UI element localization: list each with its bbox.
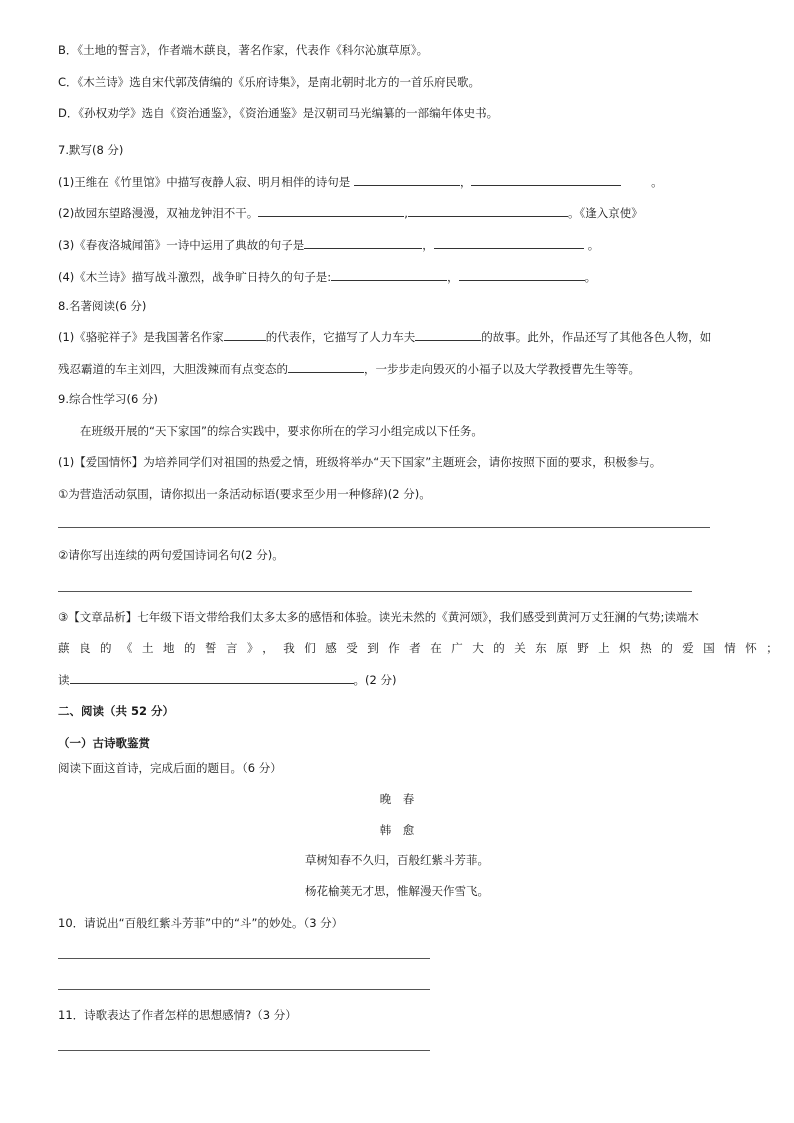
q7-l3-text: (3)《春夜洛城闻笛》一诗中运用了典故的句子是 [58, 238, 305, 252]
period: 。 [651, 175, 663, 189]
q7-l1-text: (1)王维在《竹里馆》中描写夜静人寂、明月相伴的诗句是 [58, 175, 351, 189]
q10-text: 10．请说出“百般红紫斗芳菲”中的“斗”的妙处。（3 分） [58, 916, 344, 930]
poem-author: 韩 愈 [379, 823, 415, 837]
q9-sub-3-line-2: 蕻良的《土地的誓言》，我们感受到作者在广大的关东原野上炽热的爱国情怀； [58, 641, 788, 655]
answer-blank[interactable] [434, 236, 584, 249]
poem-line-2: 杨花榆荚无才思，惟解漫天作雪飞。 [305, 884, 489, 898]
answer-blank[interactable] [70, 671, 354, 684]
answer-blank[interactable] [415, 328, 481, 341]
separator: ， [422, 238, 434, 252]
q6-option-c: C．《木兰诗》选自宋代郭茂倩编的《乐府诗集》，是南北朝时北方的一首乐府民歌。 [58, 75, 481, 89]
q8-l1-c: 的故事。此外，作品还写了其他各色人物，如 [481, 330, 712, 344]
q9-s3-end: 。(2 分) [353, 673, 397, 687]
q9-sub-2: ②请你写出连续的两句爱国诗词名句(2 分)。 [58, 548, 284, 562]
q9-intro: 在班级开展的“天下家国”的综合实践中，要求你所在的学习小组完成以下任务。 [80, 424, 483, 438]
section-2-title: 二、阅读（共 52 分） [58, 704, 175, 718]
answer-blank[interactable] [471, 173, 621, 186]
poem-line-1: 草树知春不久归，百般红紫斗芳菲。 [305, 853, 489, 867]
answer-blank[interactable] [224, 328, 266, 341]
answer-blank[interactable] [331, 268, 447, 281]
q7-line-3 [58, 236, 599, 253]
q9-part-1: (1)【爱国情怀】为培养同学们对祖国的热爱之情，班级将举办“天下国家”主题班会，请你按照下面的要求，积极参与。 [58, 455, 662, 469]
period: 。 [587, 238, 600, 252]
q7-line-1 [58, 173, 663, 190]
q8-title: 8.名著阅读(6 分) [58, 299, 147, 313]
q7-l4-text: (4)《木兰诗》描写战斗激烈，战争旷日持久的句子是: [58, 270, 332, 284]
answer-line[interactable] [58, 989, 430, 990]
q6-option-b: B．《土地的誓言》，作者端木蕻良，著名作家，代表作《科尔沁旗草原》。 [58, 43, 429, 57]
q8-line-2 [58, 360, 640, 377]
q9-sub-3-line-3 [58, 671, 396, 688]
answer-blank[interactable] [459, 268, 585, 281]
answer-line[interactable] [58, 1050, 430, 1051]
section-2-instruction: 阅读下面这首诗，完成后面的题目。（6 分） [58, 761, 282, 775]
q11-text: 11．诗歌表达了作者怎样的思想感情?（3 分） [58, 1008, 297, 1022]
answer-line[interactable] [58, 527, 710, 528]
period: 。 [584, 270, 597, 284]
q7-l2-source: 。《逢入京使》 [567, 206, 643, 220]
q8-line-1 [58, 328, 711, 345]
q7-title: 7.默写(8 分) [58, 143, 124, 157]
poem-title: 晚 春 [379, 792, 415, 806]
separator: , [404, 206, 408, 220]
answer-blank[interactable] [354, 173, 460, 186]
q8-l1-a: (1)《骆驼祥子》是我国著名作家 [58, 330, 224, 344]
separator: ， [459, 175, 472, 189]
q6-option-d: D．《孙权劝学》选自《资治通鉴》，《资治通鉴》是汉朝司马光编纂的一部编年体史书。 [58, 106, 499, 120]
q9-title: 9.综合性学习(6 分) [58, 392, 158, 406]
separator: ， [447, 270, 459, 284]
answer-blank[interactable] [258, 204, 404, 217]
q8-l2-a: 残忍霸道的车主刘四，大胆泼辣而有点变态的 [58, 362, 288, 376]
q9-sub-1: ①为营造活动氛围，请你拟出一条活动标语(要求至少用一种修辞)(2 分)。 [58, 487, 431, 501]
section-2-sub-1: （一）古诗歌鉴赏 [58, 736, 150, 750]
answer-line[interactable] [58, 958, 430, 959]
q7-line-2 [58, 204, 643, 221]
q9-s3-read: 读 [58, 673, 70, 687]
answer-blank[interactable] [288, 360, 364, 373]
q8-l1-b: 的代表作，它描写了人力车夫 [265, 330, 416, 344]
q9-sub-3-line-1: ③【文章品析】七年级下语文带给我们太多太多的感悟和体验。读光未然的《黄河颂》，我们感受到黄河万丈狂澜的气势;读端木 [58, 610, 699, 624]
answer-line[interactable] [58, 591, 692, 592]
q7-line-4 [58, 268, 596, 285]
q8-l2-b: ，一步步走向毁灭的小福子以及大学教授曹先生等等。 [364, 362, 640, 376]
answer-blank[interactable] [304, 236, 422, 249]
q7-l2-text: (2)故园东望路漫漫，双袖龙钟泪不干。 [58, 206, 259, 220]
answer-blank[interactable] [408, 204, 568, 217]
